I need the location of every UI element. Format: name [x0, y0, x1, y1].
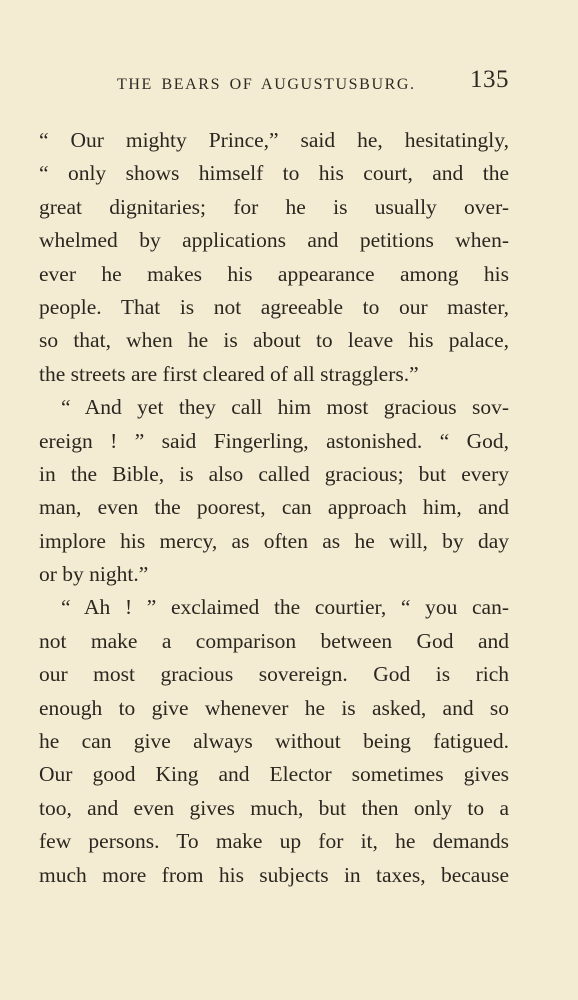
text-line: Our good King and Elector sometimes gives: [39, 762, 509, 787]
text-line: our most gracious sovereign. God is rich: [39, 662, 509, 687]
text-line: “ Our mighty Prince,” said he, hesitatingly,: [39, 128, 509, 152]
text-line: enough to give whenever he is asked, and so: [39, 695, 509, 720]
text-line: “ Ah ! ” exclaimed the courtier, “ you can-: [61, 595, 509, 620]
text-line: too, and even gives much, but then only to a: [39, 795, 509, 820]
text-line: he can give always without being fatigued.: [39, 729, 509, 754]
text-line: great dignitaries; for he is usually over-: [39, 194, 509, 219]
text-line: ereign ! ” said Fingerling, astonished. “ God,: [39, 428, 509, 453]
text-line: the streets are first cleared of all stragglers.”: [39, 361, 419, 386]
text-line: or by night.”: [39, 562, 149, 587]
text-line: in the Bible, is also called gracious; but every: [39, 461, 509, 486]
text-line: people. That is not agreeable to our master,: [39, 294, 509, 319]
text-line: implore his mercy, as often as he will, by day: [39, 528, 509, 553]
text-line: “ And yet they call him most gracious sov-: [61, 395, 509, 420]
text-line: “ only shows himself to his court, and the: [39, 161, 509, 186]
body-text: [39, 124, 509, 892]
running-title: THE BEARS OF AUGUSTUSBURG.: [117, 76, 416, 93]
text-line: ever he makes his appearance among his: [39, 261, 509, 286]
text-line: not make a comparison between God and: [39, 628, 509, 653]
text-line: whelmed by applications and petitions when-: [39, 228, 509, 253]
text-line: so that, when he is about to leave his palace,: [39, 328, 509, 353]
running-head: [39, 66, 509, 100]
text-line: much more from his subjects in taxes, because: [39, 862, 509, 887]
text-line: man, even the poorest, can approach him, and: [39, 495, 509, 520]
text-line: few persons. To make up for it, he demands: [39, 829, 509, 854]
page-number: 135: [470, 66, 509, 93]
